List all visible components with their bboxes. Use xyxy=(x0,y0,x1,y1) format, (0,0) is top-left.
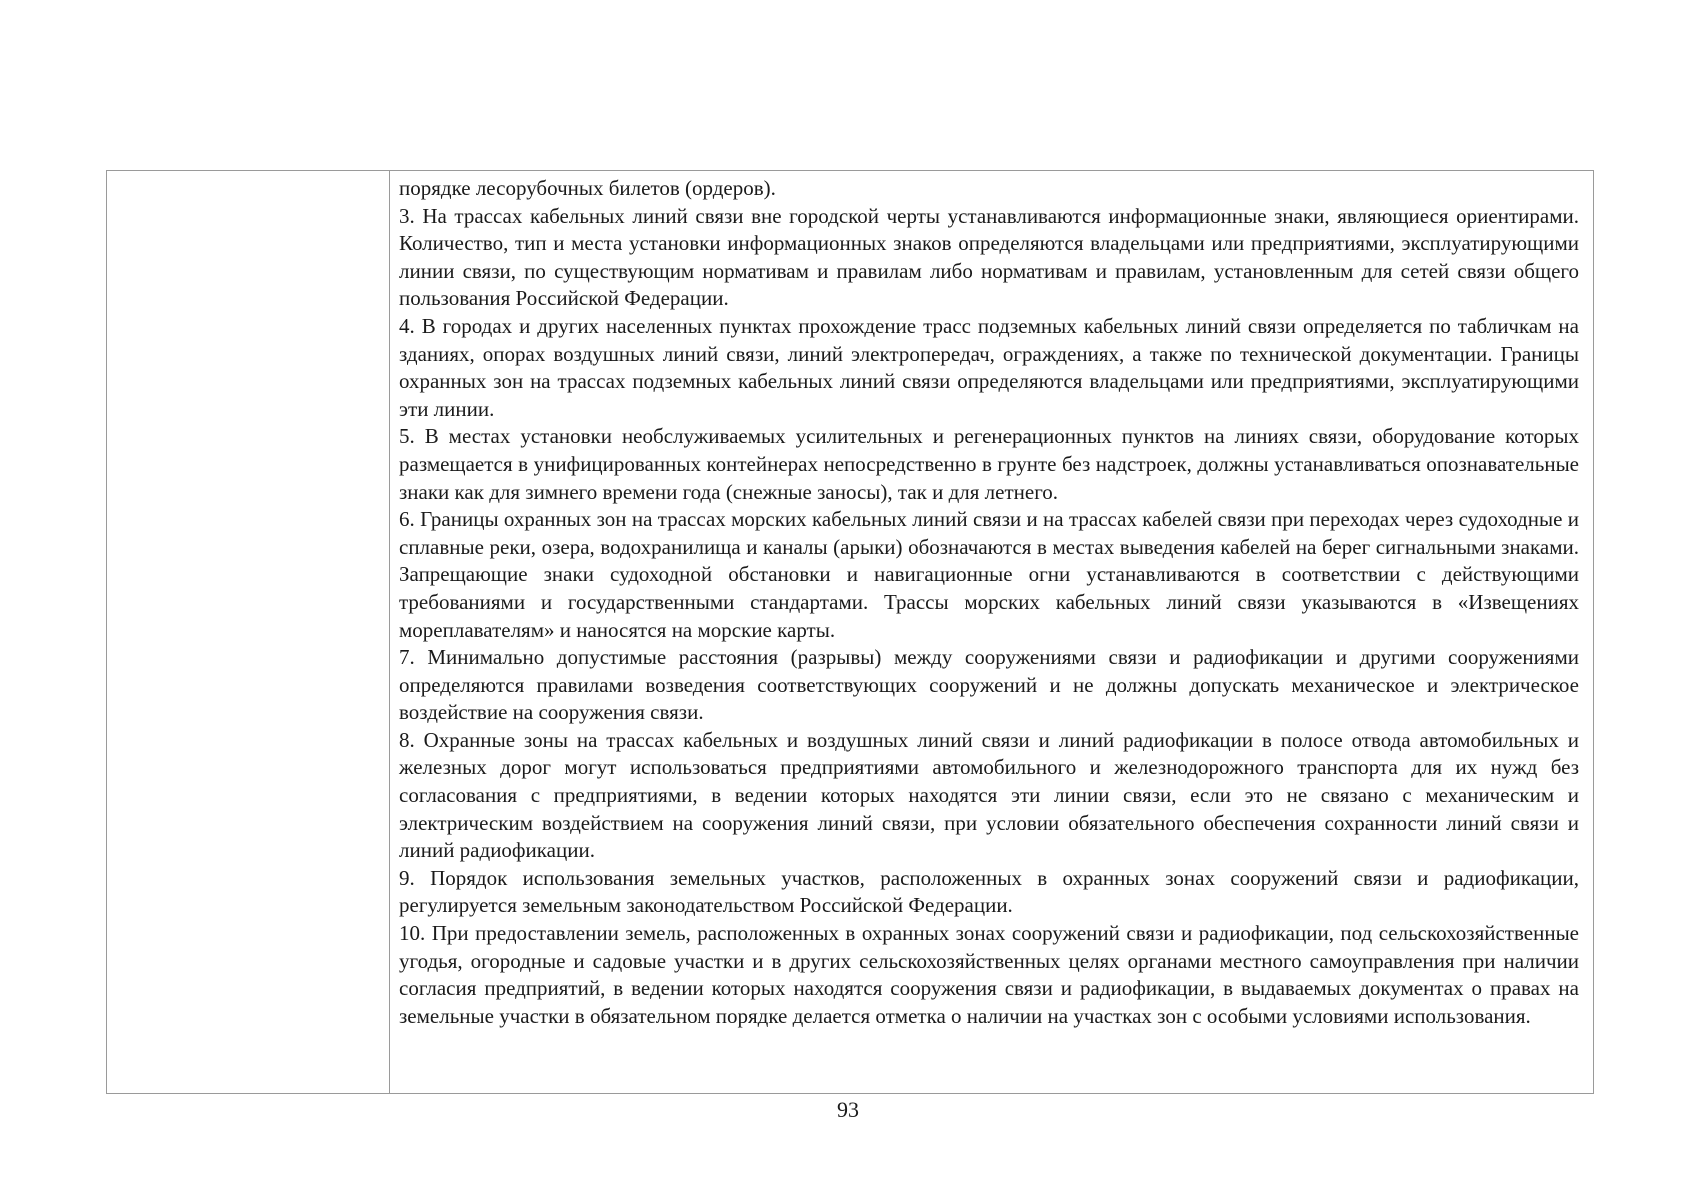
paragraph-item-9: 9. Порядок использования земельных участков, расположенных в охранных зонах сооружений связи и радиофикации, регулируется земельным законодательством Российской Федерации. xyxy=(399,865,1579,918)
paragraph-item-7: 7. Минимально допустимые расстояния (разрывы) между сооружениями связи и радиофикации и другими сооружениями определяются правилами возведения соответствующих сооружений и не должны допускать механическое и электрическое воздействие на сооружения связи. xyxy=(399,645,1579,725)
paragraph-item-3: 3. На трассах кабельных линий связи вне городской черты устанавливаются информационные знаки, являющиеся ориентирами. Количество, тип и места установки информационных знаков определяются владельцами или предприятиями, эксплуатирующими линии связи, по существующим нормативам и правилам либо нормативам и правилам, установленным для сетей связи общего пользования Российской Федерации. xyxy=(399,203,1579,311)
paragraph-item-10: 10. При предоставлении земель, расположенных в охранных зонах сооружений связи и радиофикации, под сельскохозяйственные угодья, огородные и садовые участки и в других сельскохозяйственных целях органами местного самоуправления при наличии согласия предприятий, в ведении которых находятся сооружения связи и радиофикации, в выдаваемых документах о правах на земельные участки в обязательном порядке делается отметка о наличии на участках зон с особыми условиями использования. xyxy=(399,921,1579,1028)
document-table xyxy=(106,170,1594,1094)
paragraph-item-4: 4. В городах и других населенных пунктах прохождение трасс подземных кабельных линий связи определяется по табличкам на зданиях, опорах воздушных линий связи, линий электропередач, ограждениях, а также по технической документации. Границы охранных зон на трассах подземных кабельных линий связи определяются владельцами или предприятиями, эксплуатирующими эти линии. xyxy=(399,313,1579,421)
table-left-column xyxy=(107,171,390,1093)
paragraph-item-8: 8. Охранные зоны на трассах кабельных и воздушных линий связи и линий радиофикации в полосе отвода автомобильных и железных дорог могут использоваться предприятиями автомобильного и железнодорожного транспорта для их нужд без согласования с предприятиями, в ведении которых находятся эти линии связи, если это не связано с механическим и электрическим воздействием на сооружения линий связи, при условии обязательного обеспечения сохранности линий связи и линий радиофикации. xyxy=(399,727,1579,863)
table-right-column xyxy=(390,171,1593,1093)
paragraph-item-6: 6. Границы охранных зон на трассах морских кабельных линий связи и на трассах кабелей связи при переходах через судоходные и сплавные реки, озера, водохранилища и каналы (арыки) обозначаются в местах выведения кабелей на берег сигнальными знаками. Запрещающие знаки судоходной обстановки и навигационные огни устанавливаются в соответствии с действующими требованиями и государственными стандартами. Трассы морских кабельных линий связи указываются в «Извещениях мореплавателям» и наносятся на морские карты. xyxy=(399,507,1579,642)
paragraph-continuation: порядке лесорубочных билетов (ордеров). xyxy=(399,176,776,200)
paragraph-item-5: 5. В местах установки необслуживаемых усилительных и регенерационных пунктов на линиях связи, оборудование которых размещается в унифицированных контейнерах непосредственно в грунте без надстроек, должны устанавливаться опознавательные знаки как для зимнего времени года (снежные заносы), так и для летнего. xyxy=(399,424,1579,504)
page-number: 93 xyxy=(837,1097,859,1122)
